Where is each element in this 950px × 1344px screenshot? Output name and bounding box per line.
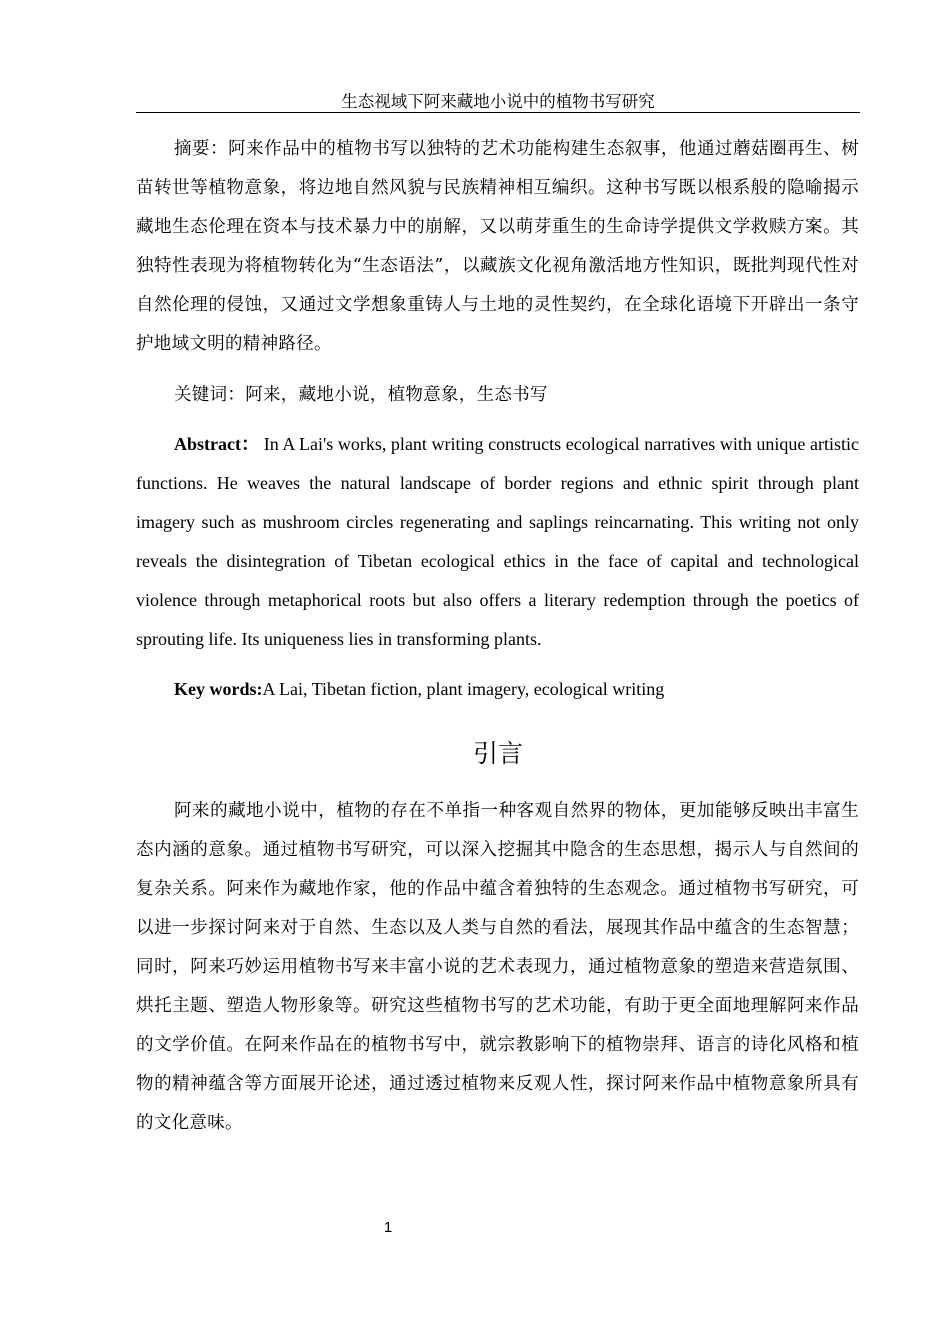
chinese-keywords-label: 关键词：: [174, 385, 246, 405]
chinese-abstract-text: 阿来作品中的植物书写以独特的艺术功能构建生态叙事，他通过蘑菇圈再生、树苗转世等植物意象，将边地自然风貌与民族精神相互编织。这种书写既以根系般的隐喻揭示藏地生态伦理在资本与技术暴力中的崩解，又以萌芽重生的生命诗学提供文学救赎方案。其独特性表现为将植物转化为“生态语法”，以藏族文化视角激活地方性知识，既批判现代性对自然伦理的侵蚀，又通过文学想象重铸人与土地的灵性契约，在全球化语境下开辟出一条守护地域文明的精神路径。: [136, 139, 860, 354]
english-keywords-text: A Lai, Tibetan fiction, plant imagery, ecological writing: [262, 679, 665, 699]
english-abstract: [136, 425, 859, 659]
english-keywords: [136, 670, 859, 709]
chinese-keywords-text: 阿来，藏地小说，植物意象，生态书写: [245, 385, 548, 405]
page-number: 1: [383, 1219, 393, 1236]
english-abstract-text: In A Lai's works, plant writing constructs ecological narratives with unique artistic functions. He weaves the natural landscape of border regions and ethnic spirit through plant imagery such as mushroom circles regenerating and saplings reincarnating. This writing not only reveals the disintegration of Tibetan ecological ethics in the face of capital and technological violence through metaphorical roots but also offers a literary redemption through the poetics of sprouting life. Its uniqueness lies in transforming plants.: [136, 434, 860, 649]
header-rule: [136, 112, 860, 113]
section-heading: 引言: [472, 739, 523, 768]
english-keywords-label: Key words:: [174, 679, 263, 699]
chinese-abstract: [136, 130, 859, 364]
running-header: 生态视域下阿来藏地小说中的植物书写研究: [341, 92, 655, 111]
english-abstract-label: Abstract：: [174, 434, 260, 454]
chinese-keywords: [136, 376, 859, 415]
chinese-abstract-label: 摘要：: [174, 139, 229, 159]
introduction-paragraph: 阿来的藏地小说中，植物的存在不单指一种客观自然界的物体，更加能够反映出丰富生态内涵的意象。通过植物书写研究，可以深入挖掘其中隐含的生态思想，揭示人与自然间的复杂关系。阿来作为藏地作家，他的作品中蕴含着独特的生态观念。通过植物书写研究，可以进一步探讨阿来对于自然、生态以及人类与自然的看法，展现其作品中蕴含的生态智慧；同时，阿来巧妙运用植物书写来丰富小说的艺术表现力，通过植物意象的塑造来营造氛围、烘托主题、塑造人物形象等。研究这些植物书写的艺术功能，有助于更全面地理解阿来作品的文学价值。在阿来作品在的植物书写中，就宗教影响下的植物崇拜、语言的诗化风格和植物的精神蕴含等方面展开论述，通过透过植物来反观人性，探讨阿来作品中植物意象所具有的文化意味。: [136, 801, 859, 1133]
